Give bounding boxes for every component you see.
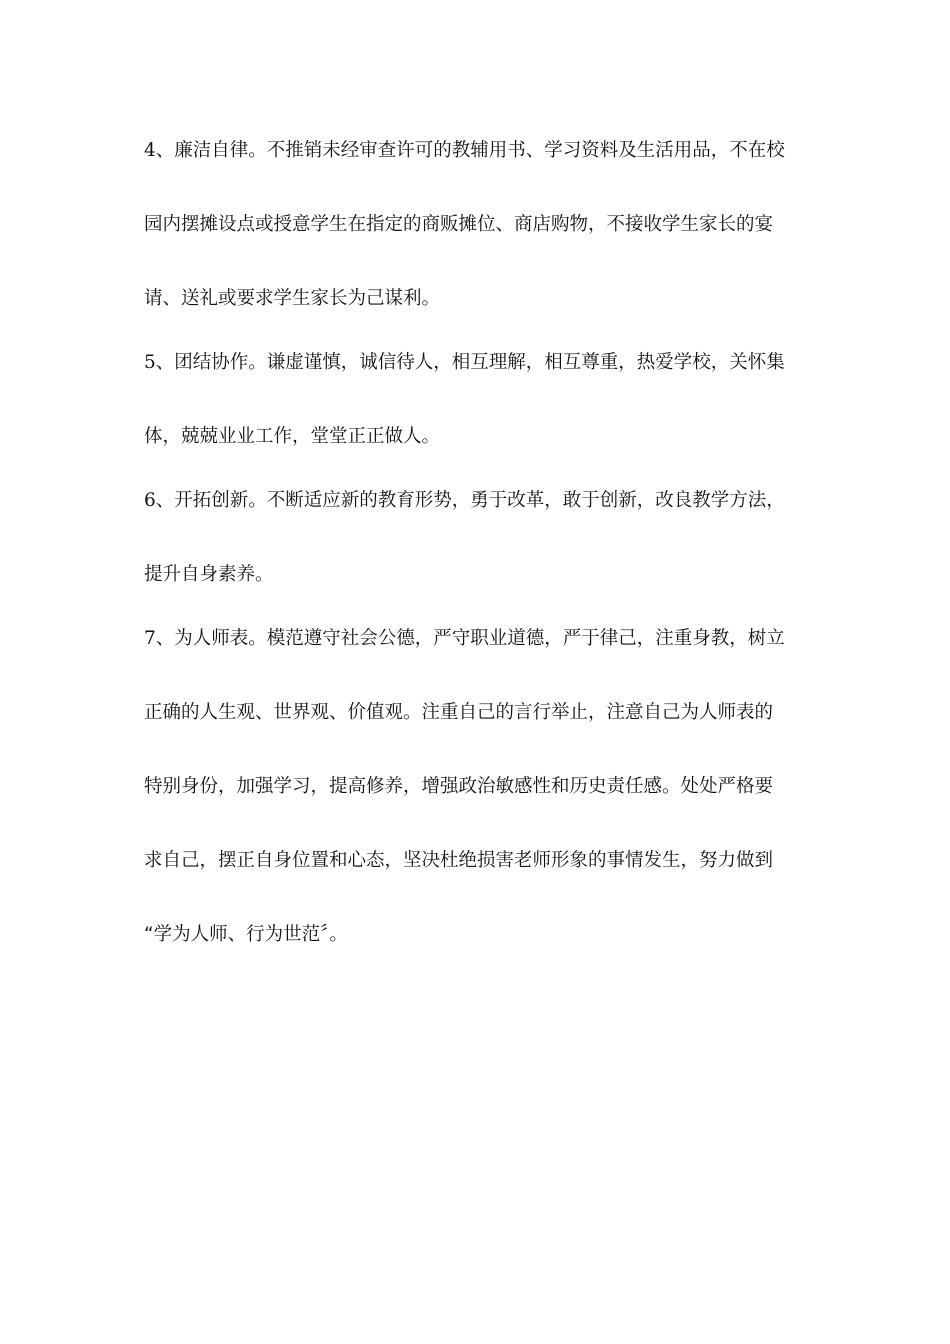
paragraph-line: “学为人师、行为世范〞。 xyxy=(144,924,348,945)
paragraph-item-4 xyxy=(144,132,808,317)
paragraph-text: 、开拓创新。不断适应新的教育形势，勇于改革，敢于创新，改良教学方法， xyxy=(155,490,785,511)
paragraph-number: 5 xyxy=(144,352,156,373)
paragraph-line: 请、送礼或要求学生家长为己谋利。 xyxy=(144,288,441,309)
paragraph-line xyxy=(144,620,808,657)
paragraph-text: 、为人师表。模范遵守社会公德，严守职业道德，严于律己，注重身教，树立 xyxy=(155,628,785,649)
paragraph-text: 、廉洁自律。不推销未经审查许可的教辅用书、学习资料及生活用品，不在校 xyxy=(155,140,785,161)
paragraph-line: 体，兢兢业业工作，堂堂正正做人。 xyxy=(144,426,441,447)
paragraph-item-7 xyxy=(144,620,808,953)
paragraph-number: 4 xyxy=(144,140,156,161)
paragraph-text: 、团结协作。谦虚谨慎，诚信待人，相互理解，相互尊重，热爱学校，关怀集 xyxy=(155,352,785,373)
paragraph-line xyxy=(144,132,808,169)
paragraph-line: 求自己，摆正自身位置和心态，坚决杜绝损害老师形象的事情发生，努力做到 xyxy=(144,850,774,871)
paragraph-line: 提升自身素养。 xyxy=(144,564,274,585)
paragraph-number: 6 xyxy=(144,490,156,511)
paragraph-item-5 xyxy=(144,344,808,455)
paragraph-number: 7 xyxy=(144,628,156,649)
paragraph-line: 特别身份，加强学习，提高修养，增强政治敏感性和历史责任感。处处严格要 xyxy=(144,776,774,797)
paragraph-line xyxy=(144,344,808,381)
document-body xyxy=(144,132,808,953)
paragraph-line: 园内摆摊设点或授意学生在指定的商贩摊位、商店购物，不接收学生家长的宴 xyxy=(144,214,774,235)
paragraph-item-6 xyxy=(144,482,808,593)
paragraph-line xyxy=(144,482,808,519)
paragraph-line: 正确的人生观、世界观、价值观。注重自己的言行举止，注意自己为人师表的 xyxy=(144,702,774,723)
